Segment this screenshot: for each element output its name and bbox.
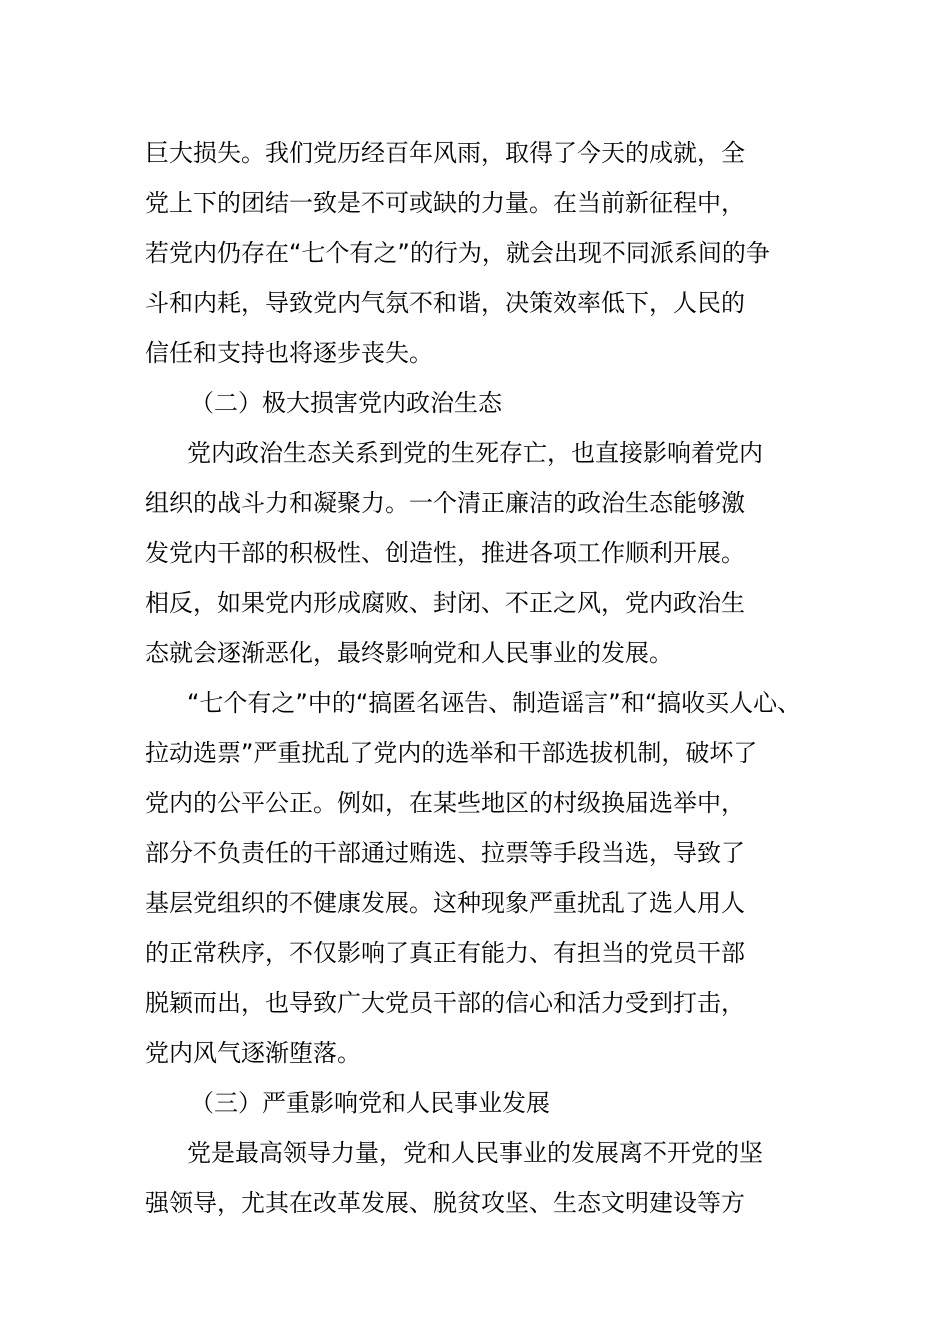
text-line: 斗和内耗，导致党内气氛不和谐，决策效率低下，人民的 bbox=[145, 289, 745, 317]
text-line: 的正常秩序，不仅影响了真正有能力、有担当的党员干部 bbox=[145, 939, 745, 967]
section-heading-2: （二）极大损害党内政治生态 bbox=[190, 389, 502, 417]
section-heading-3: （三）严重影响党和人民事业发展 bbox=[190, 1089, 550, 1117]
text-line: 部分不负责任的干部通过贿选、拉票等手段当选，导致了 bbox=[145, 839, 745, 867]
text-line: 强领导，尤其在改革发展、脱贫攻坚、生态文明建设等方 bbox=[145, 1189, 745, 1217]
document-body bbox=[145, 128, 845, 1228]
text-line: 党上下的团结一致是不可或缺的力量。在当前新征程中， bbox=[145, 189, 745, 217]
text-line: 脱颖而出，也导致广大党员干部的信心和活力受到打击， bbox=[145, 989, 745, 1017]
paragraph-start: “七个有之”中的“搞匿名诬告、制造谣言”和“搞收买人心、 bbox=[187, 689, 802, 717]
text-line: 党内的公平公正。例如，在某些地区的村级换届选举中， bbox=[145, 789, 745, 817]
text-line: 基层党组织的不健康发展。这种现象严重扰乱了选人用人 bbox=[145, 889, 745, 917]
text-line: 拉动选票”严重扰乱了党内的选举和干部选拔机制，破坏了 bbox=[145, 739, 758, 767]
text-line: 态就会逐渐恶化，最终影响党和人民事业的发展。 bbox=[145, 639, 673, 667]
text-line: 组织的战斗力和凝聚力。一个清正廉洁的政治生态能够激 bbox=[145, 489, 745, 517]
text-line: 信任和支持也将逐步丧失。 bbox=[145, 339, 433, 367]
text-line: 巨大损失。我们党历经百年风雨，取得了今天的成就，全 bbox=[145, 139, 745, 167]
paragraph-start: 党是最高领导力量，党和人民事业的发展离不开党的坚 bbox=[187, 1139, 763, 1167]
text-line: 若党内仍存在“七个有之”的行为，就会出现不同派系间的争 bbox=[145, 239, 770, 267]
paragraph-start: 党内政治生态关系到党的生死存亡，也直接影响着党内 bbox=[187, 439, 763, 467]
text-line: 发党内干部的积极性、创造性，推进各项工作顺利开展。 bbox=[145, 539, 745, 567]
text-line: 相反，如果党内形成腐败、封闭、不正之风，党内政治生 bbox=[145, 589, 745, 617]
text-line: 党内风气逐渐堕落。 bbox=[145, 1039, 361, 1067]
